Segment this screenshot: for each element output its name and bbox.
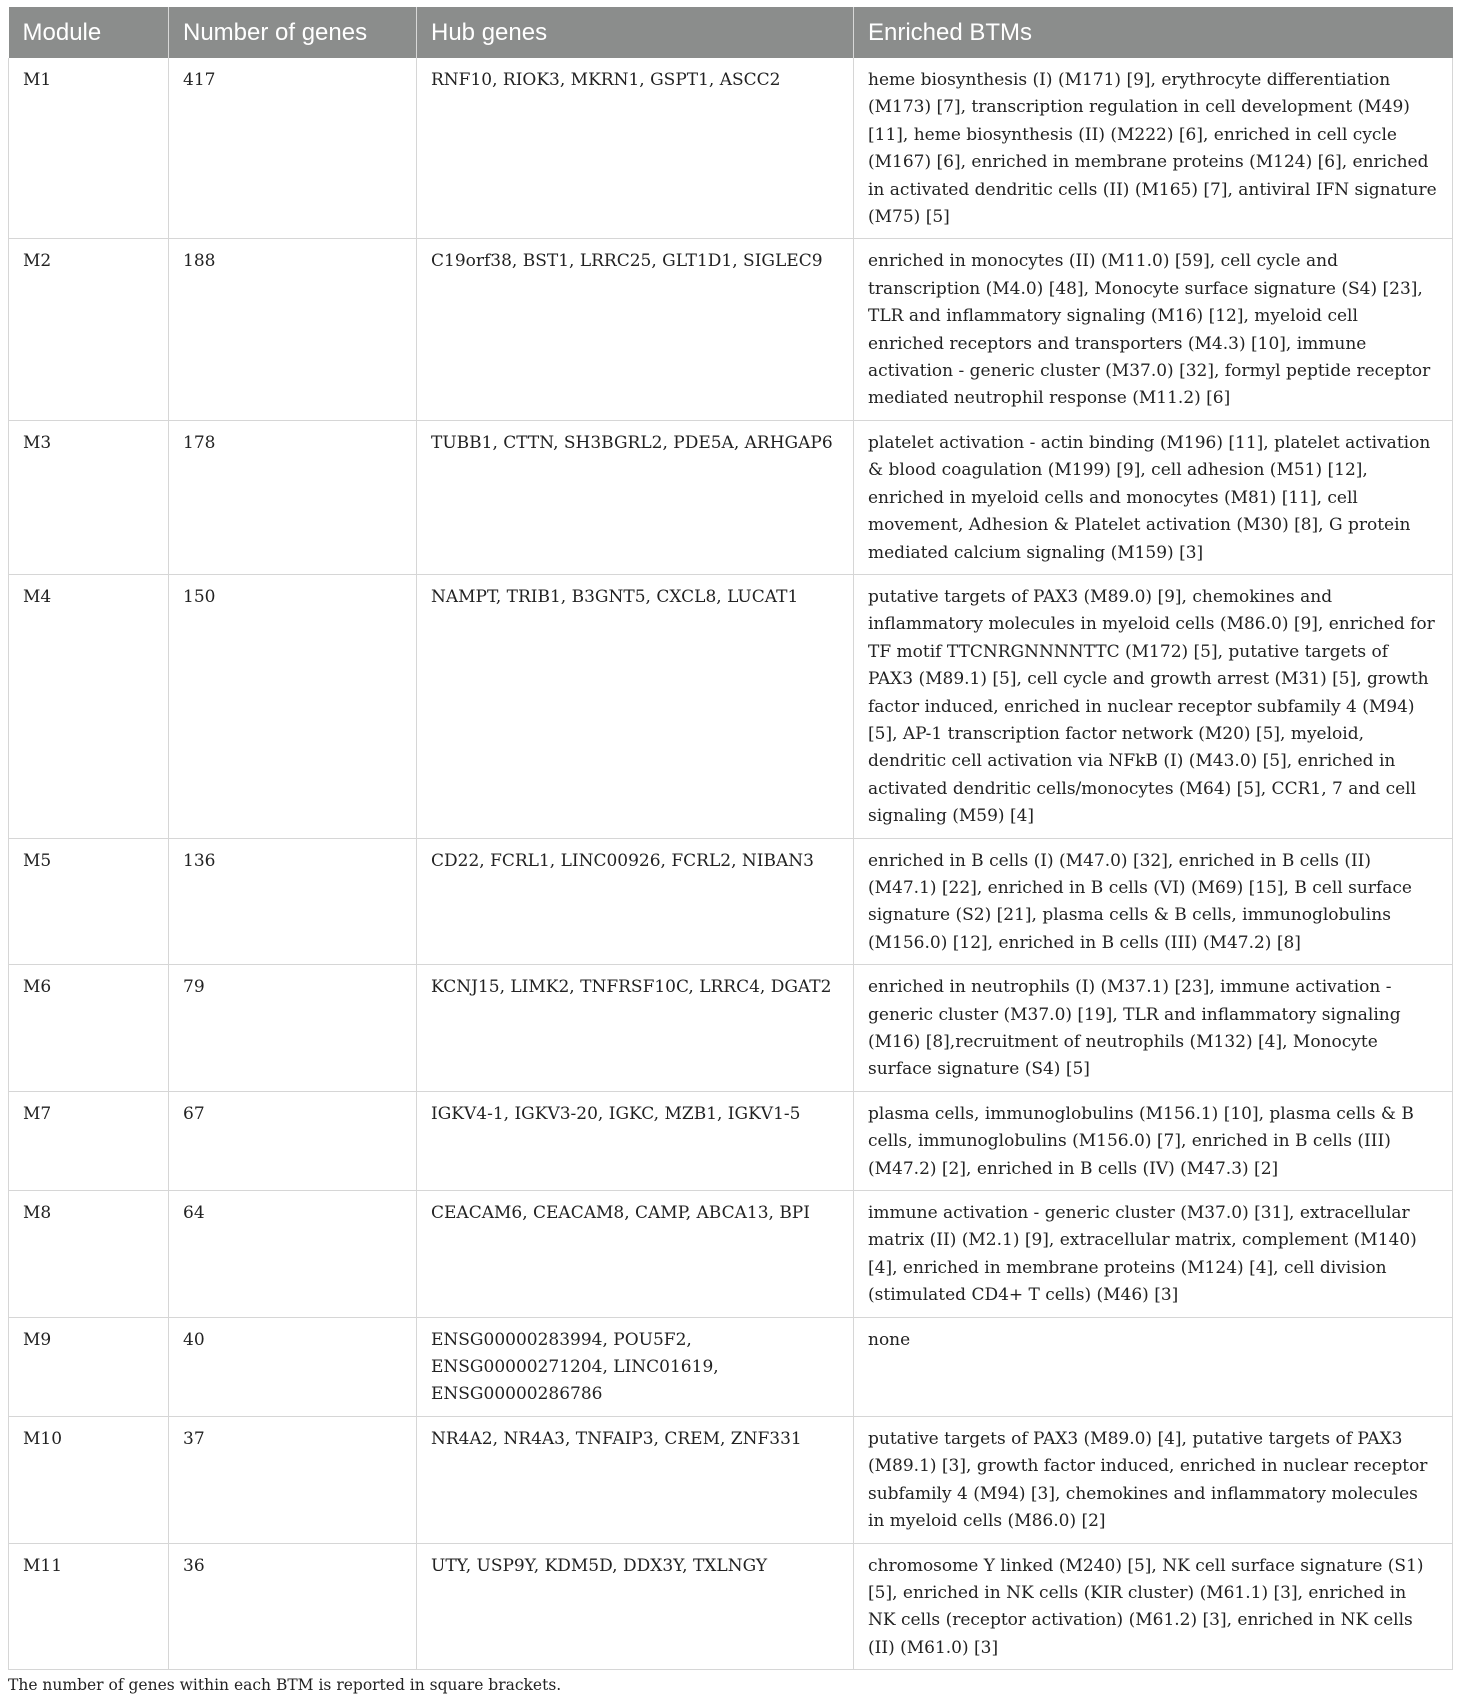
cell-hub-genes: ENSG00000283994, POU5F2, ENSG00000271204, LINC01619, ENSG00000286786 [417,1317,854,1416]
cell-hub-genes: CD22, FCRL1, LINC00926, FCRL2, NIBAN3 [417,838,854,965]
cell-module: M6 [9,965,169,1092]
cell-module: M1 [9,58,169,239]
cell-enriched-btms: enriched in neutrophils (I) (M37.1) [23], immune activation - generic cluster (M37.0) [19], TLR and inflammatory signaling (M16) [8],recruitment of neutrophils (M132) [4], Monocyte surface signature (S4) [5] [854,965,1453,1092]
cell-gene-count: 417 [169,58,417,239]
cell-enriched-btms: immune activation - generic cluster (M37.0) [31], extracellular matrix (II) (M2.1) [9], extracellular matrix, complement (M140) [4], enriched in membrane proteins (M124) [4], cell division (stimulated CD4+ T cells) (M46) [3] [854,1191,1453,1318]
header-hub-genes: Hub genes [417,7,854,58]
cell-hub-genes: C19orf38, BST1, LRRC25, GLT1D1, SIGLEC9 [417,239,854,420]
cell-module: M10 [9,1416,169,1543]
cell-enriched-btms: none [854,1317,1453,1416]
cell-enriched-btms: putative targets of PAX3 (M89.0) [4], putative targets of PAX3 (M89.1) [3], growth factor induced, enriched in nuclear receptor subfamily 4 (M94) [3], chemokines and inflammatory molecules in myeloid cells (M86.0) [2] [854,1416,1453,1543]
cell-enriched-btms: putative targets of PAX3 (M89.0) [9], chemokines and inflammatory molecules in myeloid cells (M86.0) [9], enriched for TF motif TTCNRGNNNNTTC (M172) [5], putative targets of PAX3 (M89.1) [5], cell cycle and growth arrest (M31) [5], growth factor induced, enriched in nuclear receptor subfamily 4 (M94) [5], AP-1 transcription factor network (M20) [5], myeloid, dendritic cell activation via NFkB (I) (M43.0) [5], enriched in activated dendritic cells/monocytes (M64) [5], CCR1, 7 and cell signaling (M59) [4] [854,574,1453,838]
cell-gene-count: 188 [169,239,417,420]
cell-hub-genes: UTY, USP9Y, KDM5D, DDX3Y, TXLNGY [417,1543,854,1670]
cell-hub-genes: RNF10, RIOK3, MKRN1, GSPT1, ASCC2 [417,58,854,239]
cell-module: M7 [9,1091,169,1190]
table-row [9,1191,1453,1318]
cell-module: M4 [9,574,169,838]
table-row [9,1091,1453,1190]
table-container [8,7,1452,1670]
cell-module: M11 [9,1543,169,1670]
cell-gene-count: 64 [169,1191,417,1318]
cell-gene-count: 136 [169,838,417,965]
cell-gene-count: 36 [169,1543,417,1670]
cell-hub-genes: CEACAM6, CEACAM8, CAMP, ABCA13, BPI [417,1191,854,1318]
btm-module-table [8,7,1453,1670]
cell-module: M8 [9,1191,169,1318]
cell-hub-genes: NR4A2, NR4A3, TNFAIP3, CREM, ZNF331 [417,1416,854,1543]
cell-enriched-btms: chromosome Y linked (M240) [5], NK cell surface signature (S1) [5], enriched in NK cells (KIR cluster) (M61.1) [3], enriched in NK cells (receptor activation) (M61.2) [3], enriched in NK cells (II) (M61.0) [3] [854,1543,1453,1670]
cell-gene-count: 79 [169,965,417,1092]
cell-module: M2 [9,239,169,420]
cell-gene-count: 150 [169,574,417,838]
header-module: Module [9,7,169,58]
header-enriched-btms: Enriched BTMs [854,7,1453,58]
cell-enriched-btms: platelet activation - actin binding (M196) [11], platelet activation & blood coagulation (M199) [9], cell adhesion (M51) [12], enriched in myeloid cells and monocytes (M81) [11], cell movement, Adhesion & Platelet activation (M30) [8], G protein mediated calcium signaling (M159) [3] [854,420,1453,574]
table-row [9,58,1453,239]
cell-hub-genes: KCNJ15, LIMK2, TNFRSF10C, LRRC4, DGAT2 [417,965,854,1092]
table-row [9,838,1453,965]
cell-enriched-btms: enriched in B cells (I) (M47.0) [32], enriched in B cells (II) (M47.1) [22], enriched in B cells (VI) (M69) [15], B cell surface signature (S2) [21], plasma cells & B cells, immunoglobulins (M156.0) [12], enriched in B cells (III) (M47.2) [8] [854,838,1453,965]
cell-enriched-btms: heme biosynthesis (I) (M171) [9], erythrocyte differentiation (M173) [7], transcription regulation in cell development (M49) [11], heme biosynthesis (II) (M222) [6], enriched in cell cycle (M167) [6], enriched in membrane proteins (M124) [6], enriched in activated dendritic cells (II) (M165) [7], antiviral IFN signature (M75) [5] [854,58,1453,239]
table-row [9,239,1453,420]
cell-module: M5 [9,838,169,965]
cell-module: M3 [9,420,169,574]
table-footnote: The number of genes within each BTM is reported in square brackets. [8,1676,562,1694]
table-row [9,965,1453,1092]
cell-hub-genes: TUBB1, CTTN, SH3BGRL2, PDE5A, ARHGAP6 [417,420,854,574]
cell-module: M9 [9,1317,169,1416]
table-row [9,574,1453,838]
table-row [9,420,1453,574]
cell-gene-count: 67 [169,1091,417,1190]
cell-gene-count: 37 [169,1416,417,1543]
cell-enriched-btms: enriched in monocytes (II) (M11.0) [59], cell cycle and transcription (M4.0) [48], Monocyte surface signature (S4) [23], TLR and inflammatory signaling (M16) [12], myeloid cell enriched receptors and transporters (M4.3) [10], immune activation - generic cluster (M37.0) [32], formyl peptide receptor mediated neutrophil response (M11.2) [6] [854,239,1453,420]
cell-gene-count: 178 [169,420,417,574]
cell-hub-genes: IGKV4-1, IGKV3-20, IGKC, MZB1, IGKV1-5 [417,1091,854,1190]
cell-hub-genes: NAMPT, TRIB1, B3GNT5, CXCL8, LUCAT1 [417,574,854,838]
cell-gene-count: 40 [169,1317,417,1416]
table-row [9,1317,1453,1416]
table-row [9,1543,1453,1670]
table-row [9,1416,1453,1543]
table-header-row [9,7,1453,58]
header-number-of-genes: Number of genes [169,7,417,58]
cell-enriched-btms: plasma cells, immunoglobulins (M156.1) [10], plasma cells & B cells, immunoglobulins (M156.0) [7], enriched in B cells (III) (M47.2) [2], enriched in B cells (IV) (M47.3) [2] [854,1091,1453,1190]
